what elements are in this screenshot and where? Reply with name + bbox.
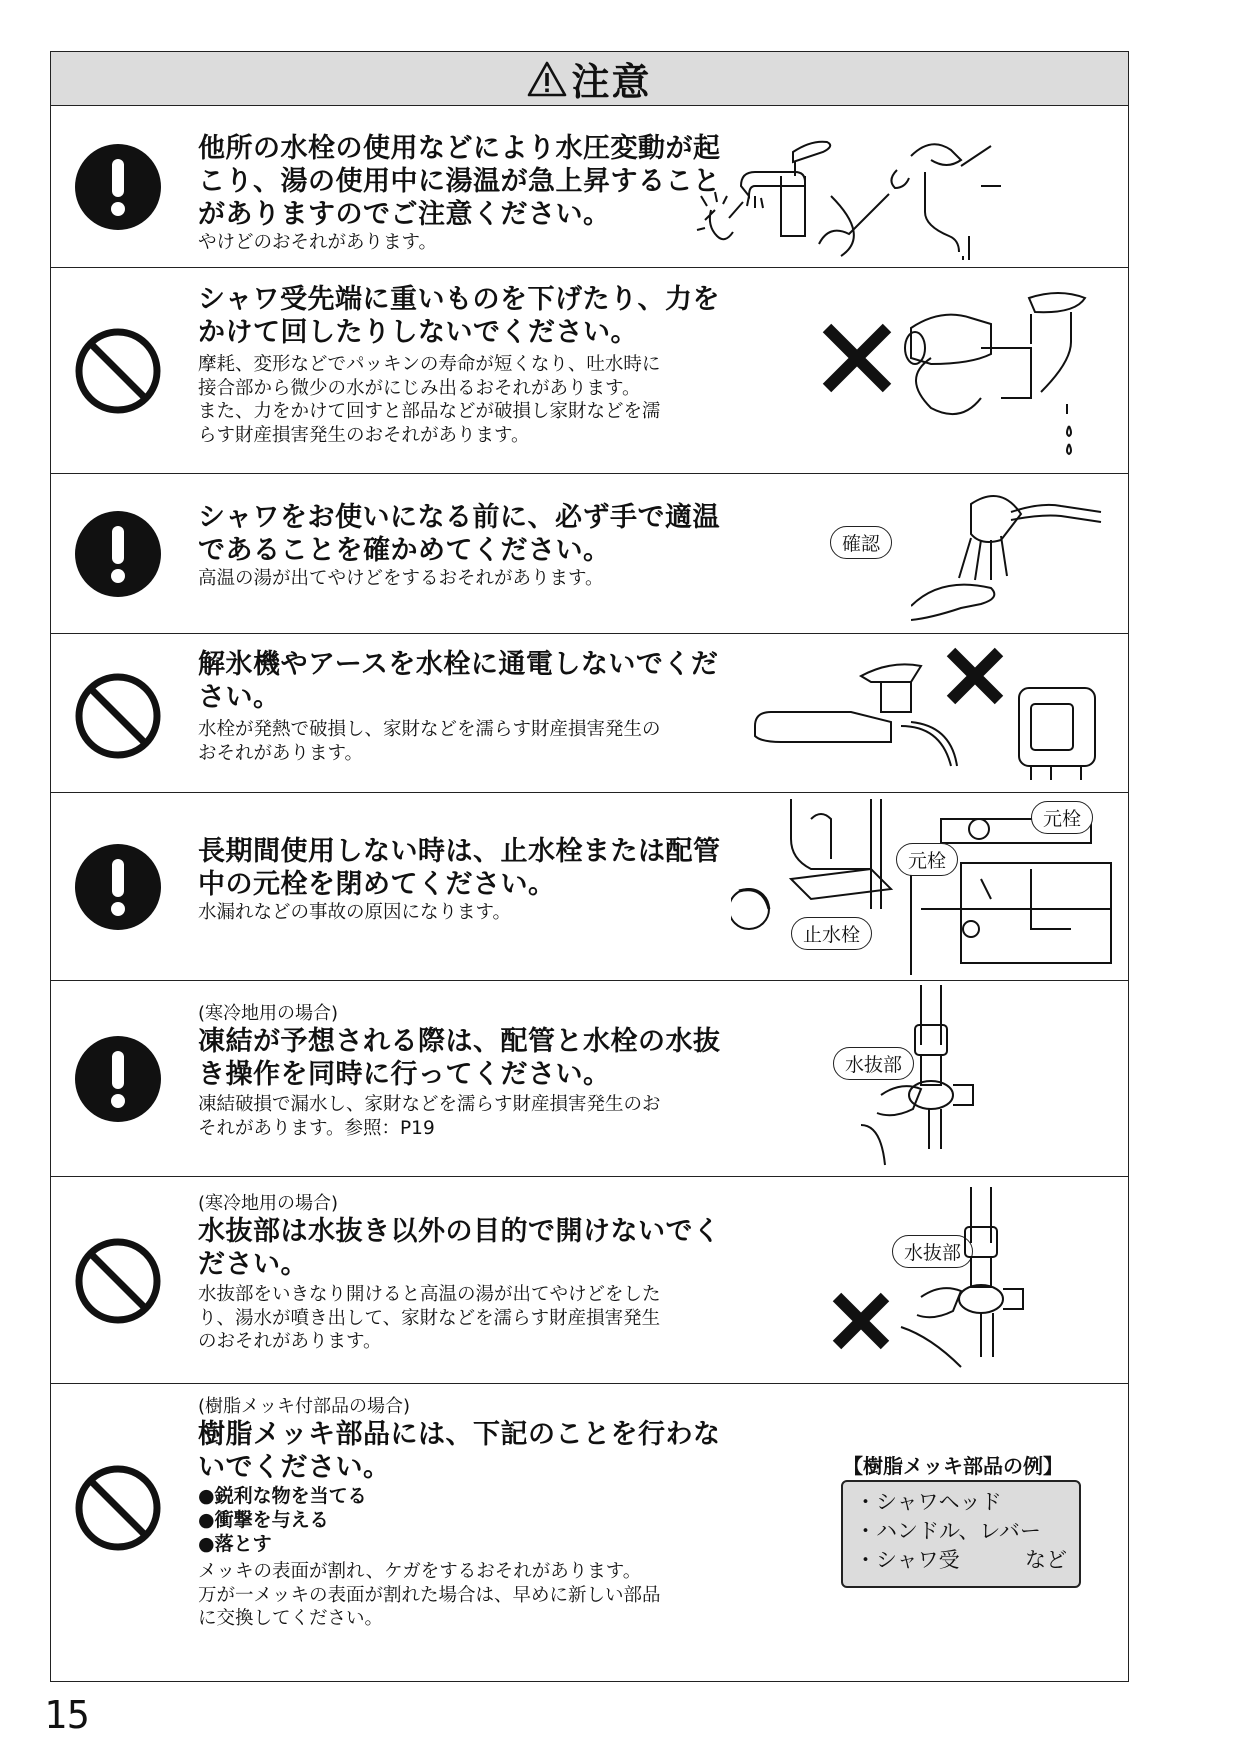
item-text [198, 283, 728, 447]
mandatory-exclamation-icon [74, 510, 162, 598]
caution-item-6 [51, 981, 1128, 1177]
faucet-hand-illustration [671, 126, 1001, 261]
stop-valve-callout: 止水栓 [791, 917, 872, 950]
item-heading: 他所の水栓の使用などにより水圧変動が起 こり、湯の使用中に湯温が急上昇すること がありますのでご注意ください。 [198, 133, 721, 230]
caution-item-8 [51, 1384, 1128, 1631]
example-title: 【樹脂メッキ部品の例】 [843, 1454, 1063, 1478]
page-number: 15 [44, 1693, 90, 1737]
shower-weight-illustration [821, 288, 1121, 463]
drain-callout-2: 水抜部 [892, 1235, 973, 1268]
prohibition-icon [74, 327, 162, 415]
item-bullets: ●鋭利な物を当てる ●衝撃を与える ●落とす [198, 1485, 367, 1555]
cross-mark-icon [837, 1297, 885, 1345]
item-body: 高温の湯が出てやけどをするおそれがあります。 [198, 568, 604, 589]
example-box [841, 1480, 1081, 1588]
caution-item-1 [51, 106, 1128, 268]
caution-item-4 [51, 634, 1128, 793]
faucet-deicer-illustration [751, 646, 1111, 786]
caution-item-3 [51, 474, 1128, 634]
item-body: 凍結破損で漏水し、家財などを濡らす財産損害発生のお それがあります。参照：P19 [198, 1094, 661, 1139]
caution-item-7 [51, 1177, 1128, 1384]
item-body: やけどのおそれがあります。 [198, 232, 438, 253]
item-text [198, 1396, 728, 1631]
item-heading: 水抜部は水抜き以外の目的で開けないでく ださい。 [198, 1216, 721, 1280]
prohibition-icon [74, 672, 162, 760]
example-line: ・シャワ受 など [855, 1548, 1067, 1572]
item-note: (寒冷地用の場合) [198, 1003, 339, 1024]
prohibition-icon [74, 1237, 162, 1325]
drain-valve-hand-illustration [861, 985, 1061, 1171]
item-heading: 樹脂メッキ部品には、下記のことを行わな いでください。 [198, 1419, 721, 1483]
item-text [198, 835, 728, 925]
caution-title: 注意 [527, 51, 651, 106]
caution-item-2 [51, 268, 1128, 474]
cross-mark-icon [827, 328, 887, 388]
example-line: ・ハンドル、レバー [855, 1519, 1041, 1543]
item-heading: 凍結が予想される際は、配管と水栓の水抜 き操作を同時に行ってください。 [198, 1026, 721, 1090]
item-heading: シャワをお使いになる前に、必ず手で適温 であることを確かめてください。 [198, 502, 720, 566]
prohibition-icon [74, 1464, 162, 1552]
item-note: (寒冷地用の場合) [198, 1193, 339, 1214]
main-valve-callout-2: 元栓 [896, 843, 958, 876]
item-text [198, 1003, 728, 1140]
item-text [198, 1193, 728, 1354]
drain-valve-prohibited-illustration [831, 1187, 1111, 1377]
item-note: (樹脂メッキ付部品の場合) [198, 1396, 411, 1417]
item-heading: シャワ受先端に重いものを下げたり、力を かけて回したりしないでください。 [198, 284, 720, 348]
item-text [198, 648, 728, 765]
item-body: 水栓が発熱で破損し、家財などを濡らす財産損害発生の おそれがあります。 [198, 719, 661, 764]
confirm-callout: 確認 [830, 526, 892, 559]
shower-hand-check-illustration [911, 486, 1111, 626]
cross-mark-icon [951, 652, 999, 700]
item-heading: 長期間使用しない時は、止水栓または配管 中の元栓を閉めてください。 [198, 836, 721, 900]
mandatory-exclamation-icon [74, 143, 162, 231]
item-body: 水抜部をいきなり開けると高温の湯が出てやけどをした り、湯水が噴き出して、家財などを濡らす財産損害発生 のおそれがあります。 [198, 1284, 661, 1352]
drain-callout-1: 水抜部 [833, 1047, 914, 1080]
item-body: 水漏れなどの事故の原因になります。 [198, 902, 512, 923]
main-valve-callout-1: 元栓 [1031, 801, 1093, 834]
example-line: ・シャワヘッド [855, 1490, 1002, 1514]
item-body: 摩耗、変形などでパッキンの寿命が短くなり、吐水時に 接合部から微少の水がにじみ出るおそれがあります。 また、力をかけて回すと部品などが破損し家財などを濡 らす財産損害発生のおそれがあります。 [198, 354, 661, 446]
mandatory-exclamation-icon [74, 843, 162, 931]
caution-header [51, 52, 1128, 106]
item-heading: 解氷機やアースを水栓に通電しないでくだ さい。 [198, 649, 719, 713]
caution-frame [50, 51, 1129, 1682]
warning-triangle-icon [527, 61, 567, 97]
item-text [198, 132, 728, 255]
caution-item-5 [51, 793, 1128, 981]
item-text [198, 501, 728, 591]
item-body: メッキの表面が割れ、ケガをするおそれがあります。 万が一メッキの表面が割れた場合は、早めに新しい部品 に交換してください。 [198, 1561, 661, 1629]
mandatory-exclamation-icon [74, 1035, 162, 1123]
